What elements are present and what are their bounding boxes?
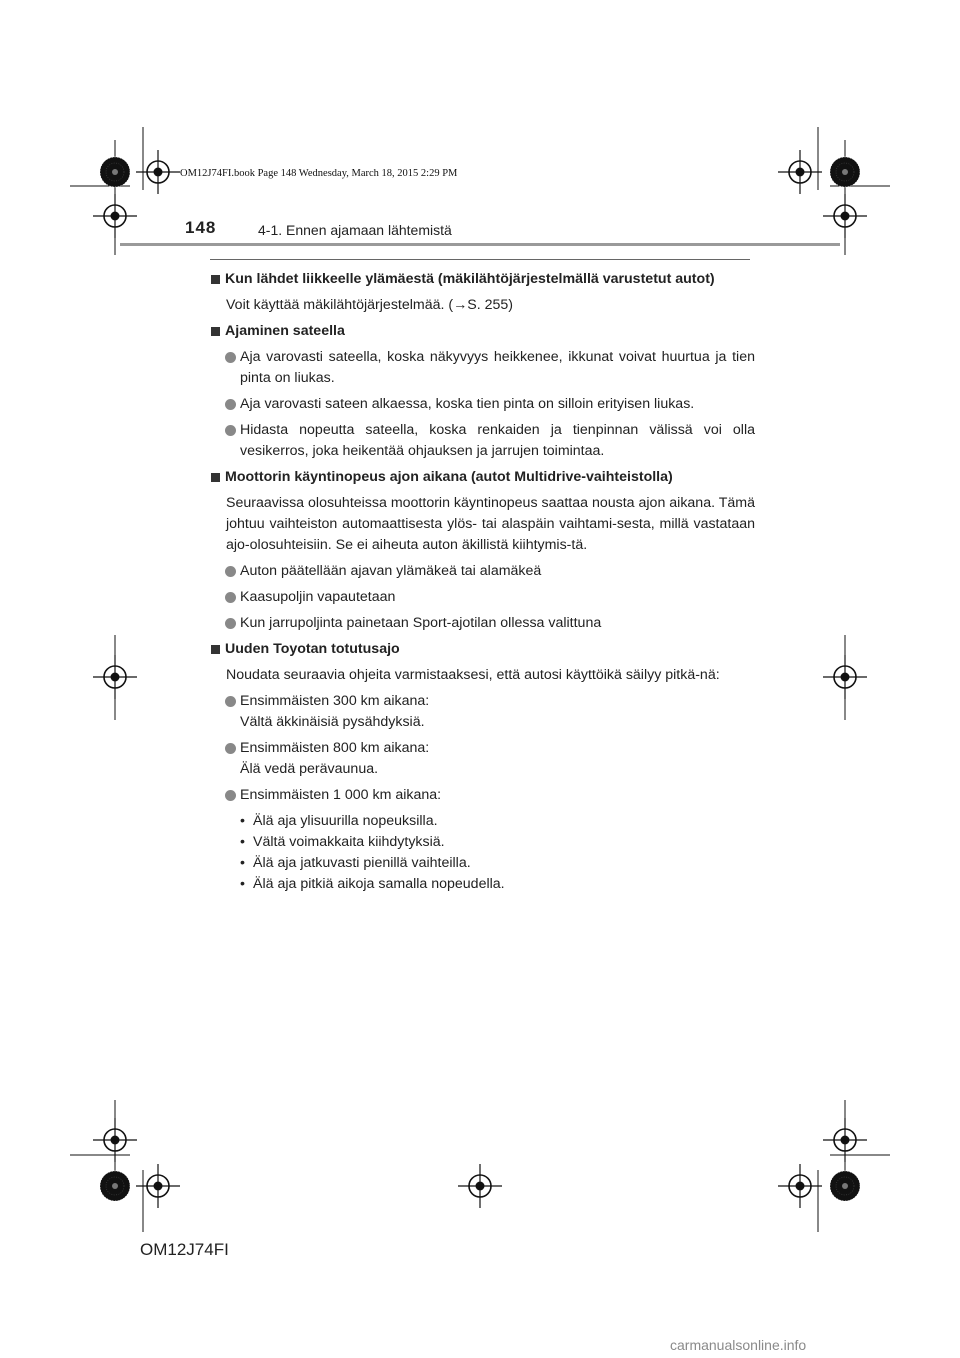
document-id: OM12J74FI <box>140 1240 229 1259</box>
dash-item: • Vältä voimakkaita kiihdytyksiä. <box>240 834 445 850</box>
list-item-detail: Älä vedä perävaunua. <box>240 761 379 777</box>
list-item: Auton päätellään ajavan ylämäkeä tai alamäkeä <box>210 561 755 582</box>
list-item-detail: Vältä äkkinäisiä pysähdyksiä. <box>240 714 425 730</box>
list-item: Ensimmäisten 800 km aikana: <box>210 738 755 759</box>
dash-list <box>210 811 755 895</box>
print-info: OM12J74FI.book Page 148 Wednesday, March 18, 2015 2:29 PM <box>180 168 458 179</box>
bullet-icon <box>225 425 236 436</box>
bullet-icon <box>225 592 236 603</box>
section-heading-break-in: Uuden Toyotan totutusajo <box>210 639 755 660</box>
section-heading-engine-speed: Moottorin käyntinopeus ajon aikana (autot Multidrive-vaihteistolla) <box>210 467 755 488</box>
list-item: Aja varovasti sateella, koska näkyvyys heikkenee, ikkunat voivat huurtua ja tien pinta on liukas. <box>210 347 755 389</box>
paragraph: Seuraavissa olosuhteissa moottorin käyntinopeus saattaa nousta ajon aikana. Tämä johtuu vaihteiston automaattisesta ylös- tai alaspäin vaihtami-sesta, millä vastataan ajo-olosuhteisiin. Se ei aiheuta auton äkillistä kiihtymis-tä. <box>226 495 755 553</box>
header-rule <box>120 243 840 246</box>
dash-item: • Älä aja pitkiä aikoja samalla nopeudella. <box>240 876 505 892</box>
bullet-icon <box>225 743 236 754</box>
section-heading-rain: Ajaminen sateella <box>210 321 755 342</box>
section-title: 4-1. Ennen ajamaan lähtemistä <box>258 222 452 238</box>
page-number: 148 <box>185 218 217 237</box>
bullet-icon <box>225 352 236 363</box>
list-item: Kun jarrupoljinta painetaan Sport-ajotilan ollessa valittuna <box>210 613 755 634</box>
page-content <box>210 264 755 895</box>
list-item: Ensimmäisten 300 km aikana: <box>210 691 755 712</box>
list-item: Hidasta nopeutta sateella, koska renkaiden ja tienpinnan välissä voi olla vesikerros, joka heikentää ohjauksen ja jarrujen toimintaa. <box>210 420 755 462</box>
dash-item: • Älä aja jatkuvasti pienillä vaihteilla. <box>240 855 471 871</box>
section-heading-hill-start: Kun lähdet liikkeelle ylämäestä (mäkilähtöjärjestelmällä varustetut autot) <box>210 269 755 290</box>
paragraph: Noudata seuraavia ohjeita varmistaaksesi, että autosi käyttöikä säilyy pitkä-nä: <box>226 667 720 683</box>
watermark: carmanualsonline.info <box>670 1337 807 1353</box>
bullet-icon <box>225 696 236 707</box>
bullet-icon <box>225 566 236 577</box>
list-item: Kaasupoljin vapautetaan <box>210 587 755 608</box>
list-item: Ensimmäisten 1 000 km aikana: <box>210 785 755 806</box>
paragraph: Voit käyttää mäkilähtöjärjestelmää. (→S. 255) <box>226 297 514 313</box>
bullet-icon <box>225 399 236 410</box>
dash-item: • Älä aja ylisuurilla nopeuksilla. <box>240 813 438 829</box>
list-item: Aja varovasti sateen alkaessa, koska tien pinta on silloin erityisen liukas. <box>210 394 755 415</box>
content-rule <box>210 259 750 260</box>
bullet-icon <box>225 790 236 801</box>
bullet-icon <box>225 618 236 629</box>
